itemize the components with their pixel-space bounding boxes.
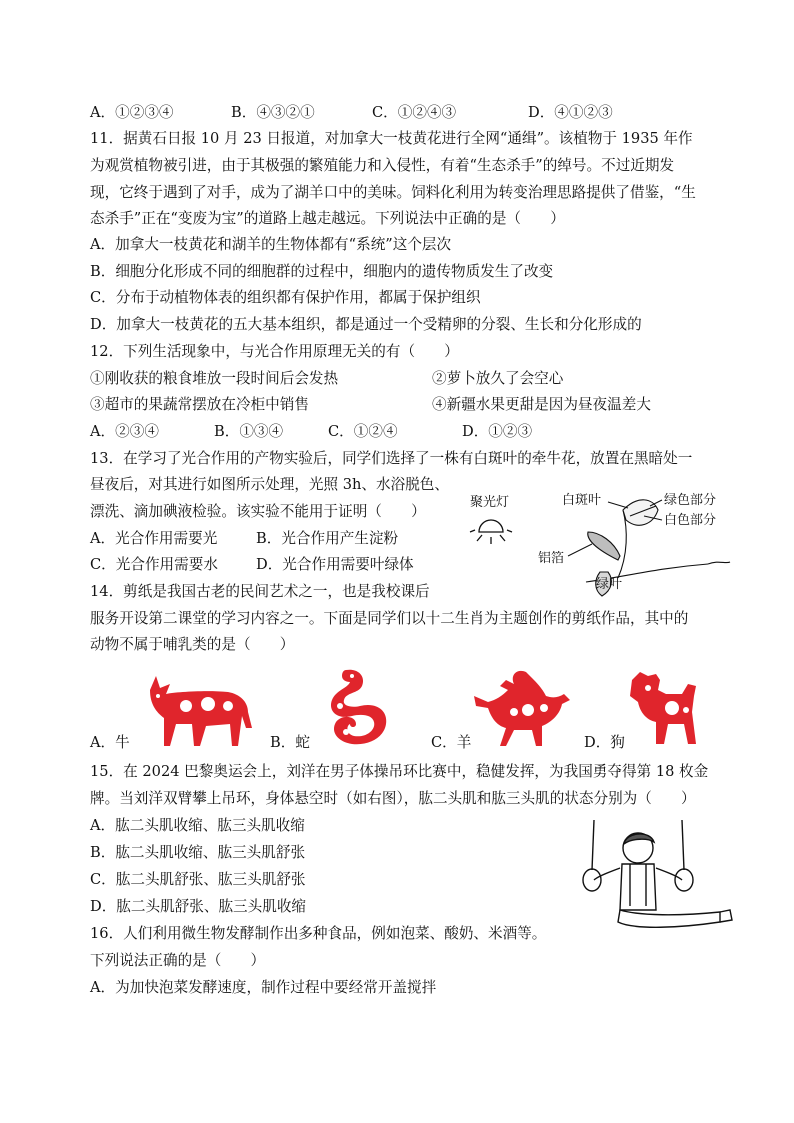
q15-option-c[interactable]: C．肱二头肌舒张、肱三头肌舒张 (90, 871, 306, 888)
lamp-icon (470, 520, 512, 544)
q12-item-2: ②萝卜放久了会空心 (432, 370, 564, 387)
q10-option-a[interactable]: A．①②③④ (90, 104, 174, 121)
q13-option-b[interactable]: B．光合作用产生淀粉 (256, 530, 399, 547)
spotted-leaf-label: 白斑叶 (562, 493, 602, 508)
q12-item-4: ④新疆水果更甜是因为昼夜温差大 (432, 396, 651, 413)
q13-experiment-figure (468, 480, 738, 602)
q13-option-d[interactable]: D．光合作用需要叶绿体 (256, 556, 414, 573)
q12-option-b[interactable]: B．①③④ (214, 423, 284, 440)
q11-option-d[interactable]: D．加拿大一枝黄花的五大基本组织，都是通过一个受精卵的分裂、生长和分化形成的 (90, 316, 642, 333)
gymnast-feet (720, 910, 732, 922)
q15-stem-line: 牌。当刘洋双臂攀上吊环，身体悬空时（如右图），肱二头肌和肱三头肌的状态分别为（ ） (90, 790, 696, 807)
ox-papercut-shape (150, 676, 252, 746)
foil-label: 铝箔 (538, 551, 565, 566)
green-part-label: 绿色部分 (664, 493, 717, 508)
q13-stem-line: 昼夜后，对其进行如图所示处理，光照 3h、水浴脱色、 (90, 476, 449, 493)
q10-option-d[interactable]: D．④①②③ (528, 104, 613, 121)
pointer-line (568, 544, 592, 556)
q15-option-d[interactable]: D．肱二头肌舒张、肱三头肌收缩 (90, 898, 307, 915)
goat-papercut-icon (466, 666, 576, 750)
q12-option-a[interactable]: A．②③④ (90, 423, 159, 440)
ring-left (583, 869, 601, 891)
q10-option-c[interactable]: C．①②④③ (372, 104, 457, 121)
q15-option-b[interactable]: B．肱二头肌收缩、肱三头肌舒张 (90, 844, 306, 861)
q14-option-c[interactable]: C．羊 (431, 734, 472, 751)
q13-option-c[interactable]: C．光合作用需要水 (90, 556, 218, 573)
pointer-line (608, 502, 628, 508)
lamp-label: 聚光灯 (470, 495, 510, 510)
q11-option-a[interactable]: A．加拿大一枝黄花和湖羊的生物体都有“系统”这个层次 (90, 236, 452, 253)
q15-stem-line: 15．在 2024 巴黎奥运会上，刘洋在男子体操吊环比赛中，稳健发挥，为我国勇夺得第 18 枚金 (90, 763, 709, 780)
white-part-label: 白色部分 (664, 513, 717, 528)
green-leaf-label: 绿叶 (596, 577, 623, 592)
q11-stem-line: 现，它终于遇到了对手，成为了湖羊口中的美味。饲料化利用为转变治理思路提供了借鉴，“生 (90, 184, 696, 201)
gymnast-legs (618, 910, 720, 927)
q16-stem-line: 16．人们利用微生物发酵制作出多种食品，例如泡菜、酸奶、米酒等。 (90, 925, 547, 942)
q11-stem-line: 为观赏植物被引进，由于其极强的繁殖能力和入侵性，有着“生态杀手”的绰号。不过近期发 (90, 157, 675, 174)
q11-option-b[interactable]: B．细胞分化形成不同的细胞群的过程中，细胞内的遗传物质发生了改变 (90, 263, 554, 280)
ring-strap-left (592, 820, 594, 870)
q12-option-d[interactable]: D．①②③ (462, 423, 533, 440)
ox-papercut-icon (136, 668, 256, 748)
gymnast-rings-figure (570, 818, 740, 948)
q11-option-c[interactable]: C．分布于动植物体表的组织都有保护作用，都属于保护组织 (90, 289, 481, 306)
goat-papercut-shape (474, 671, 570, 746)
q11-stem-line: 态杀手”正在“变废为宝”的道路上越走越远。下列说法中正确的是（ ） (90, 210, 565, 227)
q12-item-3: ③超市的果蔬常摆放在冷柜中销售 (90, 396, 309, 413)
q14-stem-line: 14．剪纸是我国古老的民间艺术之一，也是我校课后 (90, 583, 430, 600)
q16-option-a[interactable]: A．为加快泡菜发酵速度，制作过程中要经常开盖搅拌 (90, 979, 437, 996)
q14-stem-line: 动物不属于哺乳类的是（ ） (90, 636, 295, 653)
ring-strap-right (682, 820, 684, 870)
q11-stem-line: 11．据黄石日报 10 月 23 日报道，对加拿大一枝黄花进行全网“通缉”。该植物于 1935 年作 (90, 130, 693, 147)
q12-item-1: ①刚收获的粮食堆放一段时间后会发热 (90, 370, 339, 387)
q12-stem: 12．下列生活现象中，与光合作用原理无关的有（ ） (90, 343, 459, 360)
q16-stem-line: 下列说法正确的是（ ） (90, 952, 266, 969)
dog-papercut-icon (622, 666, 702, 750)
q12-option-c[interactable]: C．①②④ (328, 423, 398, 440)
snake-papercut-icon (316, 666, 396, 750)
q14-option-d[interactable]: D．狗 (584, 734, 625, 751)
q14-stem-line: 服务开设第二课堂的学习内容之一。下面是同学们以十二生肖为主题创作的剪纸作品，其中的 (90, 610, 689, 627)
q14-option-b[interactable]: B．蛇 (270, 734, 310, 751)
q13-stem-line: 13．在学习了光合作用的产物实验后，同学们选择了一株有白斑叶的牵牛花，放置在黑暗处一 (90, 450, 693, 467)
q14-option-a[interactable]: A．牛 (90, 734, 130, 751)
gymnast-torso (620, 864, 656, 910)
q13-option-a[interactable]: A．光合作用需要光 (90, 530, 218, 547)
q15-option-a[interactable]: A．肱二头肌收缩、肱三头肌收缩 (90, 817, 305, 834)
q10-option-b[interactable]: B．④③②① (231, 104, 315, 121)
q13-stem-line: 漂洗、滴加碘液检验。该实验不能用于证明（ ） (90, 503, 426, 520)
ring-right (675, 869, 693, 891)
